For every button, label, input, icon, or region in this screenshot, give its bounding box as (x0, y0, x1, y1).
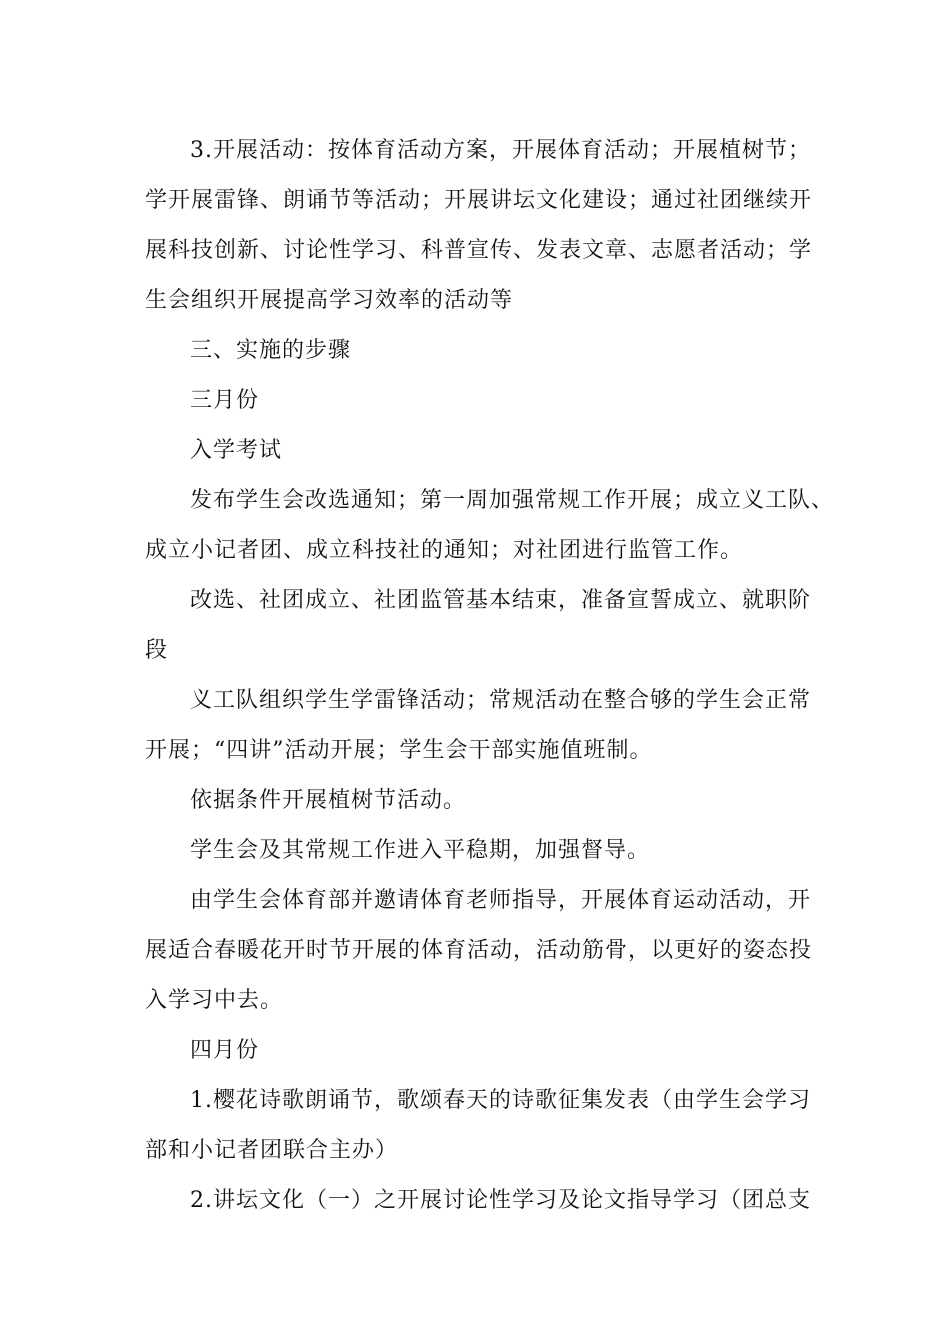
text-line: 生会组织开展提高学习效率的活动等 (145, 288, 514, 313)
month-heading: 四月份 (190, 1038, 260, 1063)
text-line: 入学习中去。 (145, 988, 284, 1013)
text-line: 段 (145, 638, 169, 663)
text-line: 展科技创新、讨论性学习、科普宣传、发表文章、志愿者活动；学 (145, 238, 813, 263)
text-line: 部和小记者团联合主办） (145, 1138, 399, 1163)
text-line: 3.开展活动：按体育活动方案，开展体育活动；开展植树节； (190, 138, 811, 163)
text-line: 发布学生会改选通知；第一周加强常规工作开展；成立义工队、 (190, 488, 835, 513)
text-line: 成立小记者团、成立科技社的通知；对社团进行监管工作。 (145, 538, 744, 563)
text-line: 展适合春暖花开时节开展的体育活动，活动筋骨，以更好的姿态投 (145, 938, 813, 963)
section-heading: 三、实施的步骤 (190, 338, 352, 363)
text-line: 入学考试 (190, 438, 283, 463)
text-line: 学开展雷锋、朗诵节等活动；开展讲坛文化建设；通过社团继续开 (145, 188, 813, 213)
month-heading: 三月份 (190, 388, 260, 413)
text-line: 学生会及其常规工作进入平稳期，加强督导。 (190, 838, 651, 863)
text-line: 义工队组织学生学雷锋活动；常规活动在整合够的学生会正常 (190, 688, 812, 713)
text-line: 改选、社团成立、社团监管基本结束，准备宣誓成立、就职阶 (190, 588, 812, 613)
text-line: 1.樱花诗歌朗诵节，歌颂春天的诗歌征集发表（由学生会学习 (190, 1088, 811, 1113)
text-line: 由学生会体育部并邀请体育老师指导，开展体育运动活动，开 (190, 888, 812, 913)
text-line: 依据条件开展植树节活动。 (190, 788, 467, 813)
text-line: 开展；“四讲”活动开展；学生会干部实施值班制。 (145, 738, 653, 763)
text-line: 2.讲坛文化（一）之开展讨论性学习及论文指导学习（团总支 (190, 1188, 811, 1213)
